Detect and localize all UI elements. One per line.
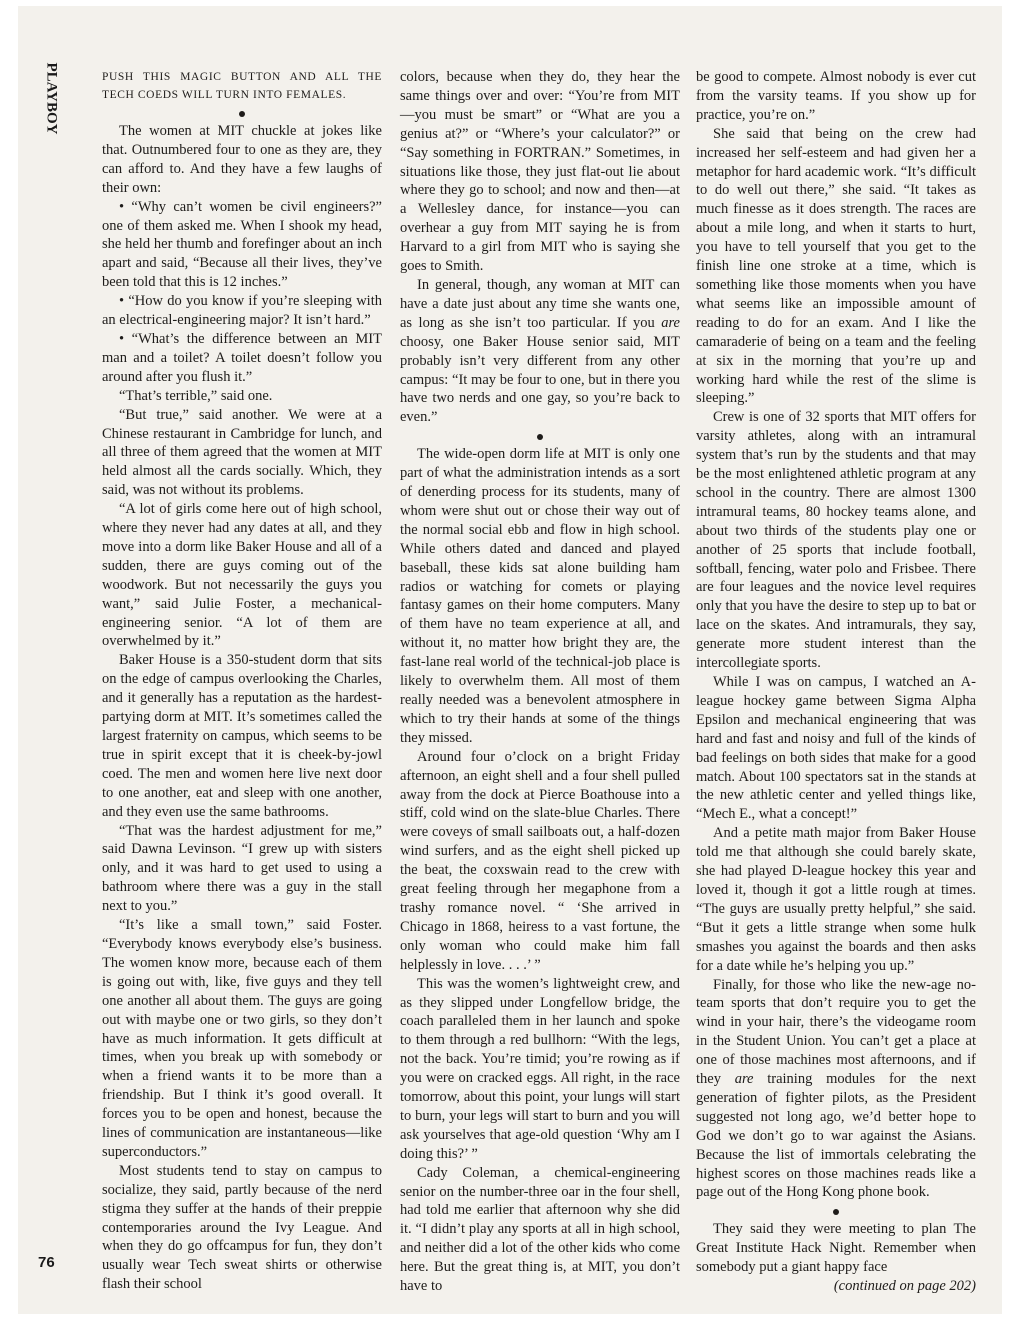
paragraph: “But true,” said another. We were at a Chinese restaurant in Cambridge for lunch, and all three of them agreed that the women at MIT held almost all the cards socially. Which, they said, was not without its problems. [102,406,382,499]
continuation-note: (continued on page 202) [833,1278,976,1295]
paragraph: The wide-open dorm life at MIT is only one part of what the administration intends as a sort of denerding process for its students, many of whom were shut out or chose their way out of the normal social ebb and flow in high school. While others dated and danced and played baseball, these kids sat alone building ham radios or watching for comets or playing fantasy games on their home computers. Many of them have no team experience at all, and without it, no matter how bright they are, the fast-lane real world of the technical-job place is likely to overwhelm them. All most of them really needed was a benevolent atmosphere in which to try their hands at some of the things they missed. [400,446,680,746]
text-run: choosy, one Baker House senior said, MIT probably isn’t very different from any other campus: “It may be four to one, but in there you have two nerds and one gay, so you’re back to even.” [400,333,680,426]
joke-paragraph: • “How do you know if you’re sleeping with an electrical-engineering major? It isn’t hard.” [102,293,382,329]
page-number: 76 [38,1254,55,1271]
paragraph: Around four o’clock on a bright Friday afternoon, an eight shell and a four shell pulled away from the dock at Pierce Boathouse into a stiff, cold wind on the slate-blue Charles. There were coveys of small sailboats out, a half-dozen wind surfers, and as the eight shell picked up the beat, the coxswain read to the crew with great feeling through her megaphone from a trashy romance novel. “ ‘She arrived in Chicago in 1868, heiress to a vast fortune, the only woman who could make him fall helplessly in love. . . .’ ” [400,748,680,973]
paragraph: Most students tend to stay on campus to socialize, they said, partly because of the nerd stigma they suffer at the hands of their preppie contemporaries around the Ivy League. And when they do go offcampus for fun, they don’t usually wear Tech sweat shirts or otherwise flash their school [102,1162,382,1293]
article-column-2 [400,68,680,1296]
section-bullet [833,1209,839,1215]
paragraph: The women at MIT chuckle at jokes like that. Outnumbered four to one as they are, they can afford to. And they have a few laughs of their own: [102,123,382,196]
paragraph [400,276,680,427]
paragraph: “That’s terrible,” said one. [119,387,273,404]
paragraph: colors, because when they do, they hear the same things over and over: “You’re from MIT—you must be smart” or “What are you a genius at?” or “Where’s your calculator?” or “Say something in FORTRAN.” Sometimes, in situations like those, they just flat-out lie about where they go to school; and now and then—at a Wellesley dance, for instance—you can overhear a guy from MIT saying he is from Harvard to a girl from MIT who is saying she goes to Smith. [400,69,680,275]
paragraph: They said they were meeting to plan The Great Institute Hack Night. Remember when somebody put a giant happy face [696,1221,976,1276]
section-bullet [239,111,245,117]
article-column-3 [696,68,976,1296]
section-bullet [537,434,543,440]
text-run: training modules for the next generation of fighter pilots, as the President suggested not long ago, we’d better hope to God we don’t go to war against the Asians. Because the list of immortals celebrating the highest scores on those machines reads like a page out of the Hong Kong phone book. [696,1071,976,1201]
paragraph: While I was on campus, I watched an A-league hockey game between Sigma Alpha Epsilon and mechanical engineering that was hard and fast and noisy and full of the kinds of bad feelings on both sides that make for a good match. About 100 spectators sat in the stands at the new athletic center and yelled things like, “Mech E., what a concept!” [696,674,976,823]
kicker-line: PUSH THIS MAGIC BUTTON AND ALL THE TECH COEDS WILL TURN INTO FEMALES. [102,71,382,101]
paragraph [696,976,976,1203]
paragraph: This was the women’s lightweight crew, and as they slipped under Longfellow bridge, the coach paralleled them in her launch and spoke to them through a red bullhorn: “With the legs, not the back. You’re timid; you’re rowing as if you were on cracked eggs. All right, in the race tomorrow, about this point, your lungs will start to burn, your legs will start to burn and you will ask yourselves that age-old question ‘Why am I doing this?’ ” [400,975,680,1162]
magazine-page [18,6,1002,1314]
article-column-1 [102,68,382,1294]
emphasis: are [734,1071,754,1088]
text-run: Finally, for those who like the new-age no-team sports that don’t require you to get the wind in your hair, there’s the videogame room in the Student Union. You can’t get a place at one of those machines most afternoons, and if they [696,976,976,1088]
paragraph: “A lot of girls come here out of high school, where they never had any dates at all, and they move into a dorm like Baker House and all of a sudden, there are guys coming out of the woodwork. But not necessarily the guys you want,” said Julie Foster, a mechanical-engineering senior. “A lot of them are overwhelmed by it.” [102,501,382,650]
paragraph: Baker House is a 350-student dorm that sits on the edge of campus overlooking the Charles, and it generally has a reputation as the hardest-partying dorm at MIT. It’s sometimes called the largest fraternity on campus, which seems to be true in spirit except that it is cheek-by-jowl coed. The men and women here live next door to one another, eat and sleep with one another, and they even use the same bathrooms. [102,652,382,820]
paragraph: be good to compete. Almost nobody is ever cut from the varsity teams. If you show up for practice, you’re on.” [696,69,976,123]
emphasis: are [661,314,680,331]
text-run: In general, though, any woman at MIT can have a date just about any time she wants one, as long as she isn’t too particular. If you [400,276,680,331]
paragraph: She said that being on the crew had increased her self-esteem and had given her a metaphor for hard academic work. “It’s difficult to do well out there,” she said. “It takes as much finesse as it does strength. The races are about a mile long, and when it starts to hurt, you have to tell yourself that you get to the finish line one stroke at a time, which is something like those moments when you have what seems like an impossible amount of reading to do for an exam. And I like the camaraderie of being on a team and the feeling at six in the morning that you’re up and working hard while the rest of the slime is sleeping.” [696,125,976,407]
paragraph: “That was the hardest adjustment for me,” said Dawna Levinson. “I grew up with sisters only, and it was hard to get used to using a bathroom where there was a guy in the stall next to you.” [102,822,382,915]
joke-paragraph: • “Why can’t women be civil engineers?” one of them asked me. When I shook my head, she held her thumb and forefinger about an inch apart and said, “Because all their lives, they’ve been told that this is 12 inches.” [102,198,382,291]
paragraph: Cady Coleman, a chemical-engineering senior on the number-three oar in the four shell, had told me earlier that afternoon why she did it. “I didn’t play any sports at all in high school, and neither did a lot of the other kids who come here. But the great thing is, at MIT, you don’t have to [400,1164,680,1295]
joke-paragraph: • “What’s the difference between an MIT man and a toilet? A toilet doesn’t follow you around after you flush it.” [102,330,382,385]
paragraph: And a petite math major from Baker House told me that although she could barely skate, she had played D-league hockey this year and loved it, though it got a little rough at times. “The guys are usually pretty helpful,” she said. “But it gets a little strange when some hulk smashes you against the boards and then asks for a date while he’s helping you up.” [696,825,976,974]
paragraph: “It’s like a small town,” said Foster. “Everybody knows everybody else’s business. The women know more, because each of them is going out with, like, five guys and they tell one another all about them. The guys are going out with maybe one or two girls, so they don’t have as much information. It gets difficult at times, when you break up with somebody or when a friend wants it to be more than a friendship. But I think it’s good overall. It forces you to be open and honest, because the lines of communication are instantaneous—like superconductors.” [102,917,382,1160]
magazine-masthead [38,62,64,135]
paragraph: Crew is one of 32 sports that MIT offers for varsity athletes, along with an intramural system that’s run by the students and that may be the most enlightened athletic program at any school in the country. There are almost 1300 intramural teams, 80 hockey teams alone, and about two thirds of the students play one or another of 25 sports that include football, softball, fencing, water polo and Frisbee. There are four leagues and the novice level requires only that you have the desire to step up to bat or lace on the skates. And intramurals, they say, generate more student interest than the intercollegiate sports. [696,409,976,672]
masthead-text: PLAYBOY [43,62,60,135]
